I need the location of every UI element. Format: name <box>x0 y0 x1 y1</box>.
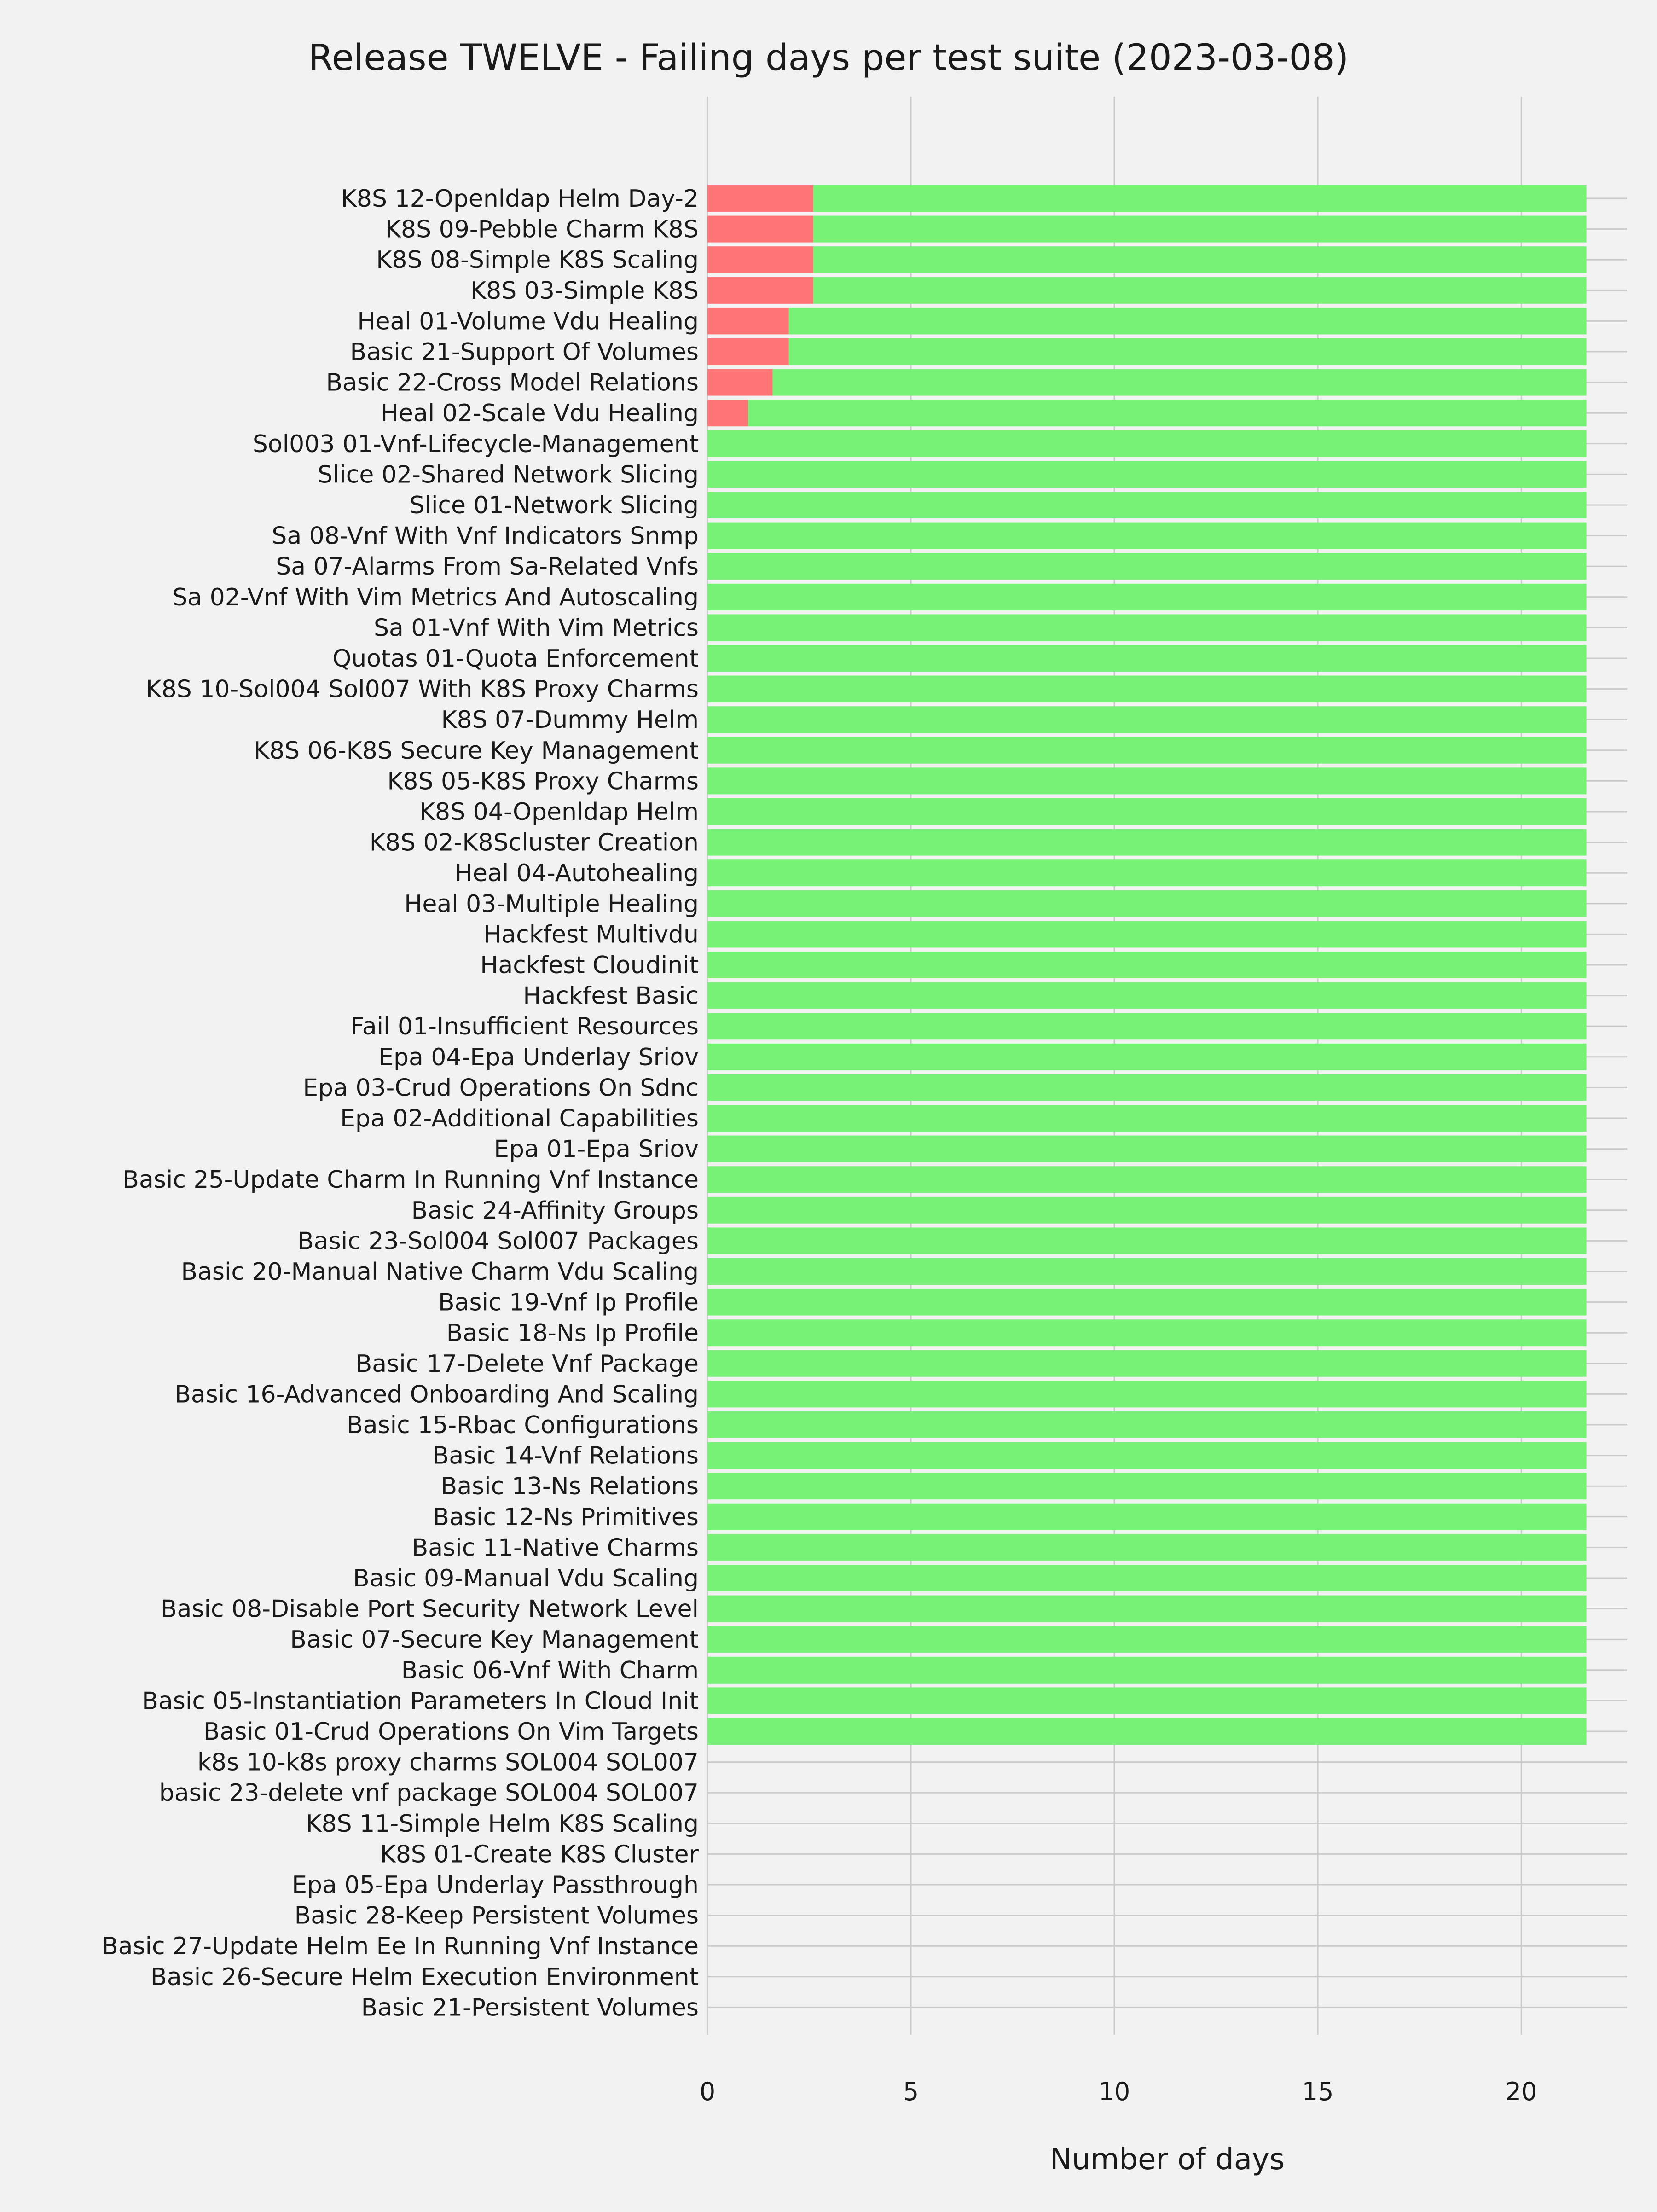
category-label: Basic 11-Native Charms <box>411 1534 699 1562</box>
bar-pass <box>707 737 1587 764</box>
category-label: Basic 17-Delete Vnf Package <box>355 1350 699 1378</box>
bar-pass <box>813 277 1587 304</box>
category-label: Basic 01-Crud Operations On Vim Targets <box>203 1718 699 1746</box>
bar-pass <box>707 553 1587 580</box>
category-label: K8S 01-Create K8S Cluster <box>380 1840 699 1869</box>
bar-fail <box>707 369 772 396</box>
bar-fail <box>707 246 813 273</box>
bar-pass <box>813 246 1587 273</box>
bar-pass <box>748 400 1586 426</box>
category-label: K8S 12-Openldap Helm Day-2 <box>341 185 699 213</box>
bar-pass <box>707 1718 1587 1745</box>
category-label: Epa 01-Epa Sriov <box>494 1135 699 1163</box>
bar-pass <box>707 1534 1587 1561</box>
bar-pass <box>707 1319 1587 1346</box>
bar-pass <box>789 308 1587 334</box>
category-label: Basic 22-Cross Model Relations <box>326 369 699 397</box>
bar-fail <box>707 338 789 365</box>
category-label: K8S 02-K8Scluster Creation <box>369 829 699 857</box>
category-label: Basic 09-Manual Vdu Scaling <box>353 1565 699 1592</box>
category-label: Sol003 01-Vnf-Lifecycle-Management <box>252 430 699 458</box>
category-label: basic 23-delete vnf package SOL004 SOL007 <box>159 1779 699 1807</box>
bar-pass <box>707 1350 1587 1377</box>
bar-pass <box>707 952 1587 978</box>
category-label: Sa 07-Alarms From Sa-Related Vnfs <box>276 553 699 581</box>
category-label: Basic 14-Vnf Relations <box>432 1442 699 1470</box>
bar-pass <box>707 1166 1587 1193</box>
bar-pass <box>707 1381 1587 1407</box>
category-label: Hackfest Basic <box>523 982 699 1010</box>
bar-pass <box>707 461 1587 488</box>
bar-fail <box>707 277 813 304</box>
x-tick-label: 15 <box>1302 2077 1334 2106</box>
bar-pass <box>707 1136 1587 1162</box>
bar-pass <box>707 767 1587 794</box>
bar-pass <box>707 890 1587 917</box>
category-label: Hackfest Cloudinit <box>480 952 699 979</box>
x-tick-label: 10 <box>1098 2077 1130 2106</box>
category-label: Heal 02-Scale Vdu Healing <box>380 400 699 428</box>
bar-pass <box>813 216 1587 243</box>
category-label: Basic 18-Ns Ip Profile <box>446 1319 699 1347</box>
category-label: Basic 24-Affinity Groups <box>411 1196 699 1225</box>
category-label: K8S 09-Pebble Charm K8S <box>385 215 699 244</box>
bar-pass <box>707 676 1587 702</box>
category-label: Epa 04-Epa Underlay Sriov <box>378 1043 699 1071</box>
category-label: Sa 01-Vnf With Vim Metrics <box>373 614 699 642</box>
bar-pass <box>707 1596 1587 1622</box>
category-label: k8s 10-k8s proxy charms SOL004 SOL007 <box>197 1748 699 1777</box>
category-label: Basic 21-Support Of Volumes <box>350 338 699 366</box>
category-label: Basic 19-Vnf Ip Profile <box>438 1289 699 1317</box>
bar-pass <box>789 338 1587 365</box>
bar-pass <box>707 614 1587 641</box>
category-label: Basic 08-Disable Port Security Network Level <box>160 1595 699 1623</box>
category-label: Sa 02-Vnf With Vim Metrics And Autoscaling <box>172 583 699 611</box>
bar-pass <box>707 1044 1587 1070</box>
bar-pass <box>707 1227 1587 1254</box>
category-label: Hackfest Multivdu <box>483 921 699 949</box>
bar-pass <box>707 706 1587 733</box>
category-label: Basic 12-Ns Primitives <box>433 1503 699 1531</box>
bar-pass <box>707 1074 1587 1101</box>
category-label: Basic 27-Update Helm Ee In Running Vnf Instance <box>101 1933 699 1961</box>
category-label: Slice 02-Shared Network Slicing <box>317 461 699 489</box>
category-label: Heal 04-Autohealing <box>454 859 699 888</box>
bar-pass <box>813 185 1587 212</box>
category-label: Basic 20-Manual Native Charm Vdu Scaling <box>181 1258 699 1286</box>
bar-pass <box>707 1473 1587 1499</box>
category-label: Basic 05-Instantiation Parameters In Cloud Init <box>142 1687 699 1715</box>
bar-fail <box>707 400 748 426</box>
bar-pass <box>707 1105 1587 1132</box>
bar-pass <box>707 1289 1587 1316</box>
bar-pass <box>707 1013 1587 1039</box>
category-label: Basic 23-Sol004 Sol007 Packages <box>297 1227 699 1255</box>
category-label: Epa 02-Additional Capabilities <box>340 1105 699 1132</box>
category-label: K8S 03-Simple K8S <box>470 277 699 305</box>
bar-pass <box>707 1504 1587 1530</box>
category-label: K8S 05-K8S Proxy Charms <box>387 767 699 795</box>
category-label: Basic 28-Keep Persistent Volumes <box>294 1902 699 1930</box>
category-label: Epa 05-Epa Underlay Passthrough <box>292 1871 699 1899</box>
bar-pass <box>707 1197 1587 1224</box>
category-label: K8S 06-K8S Secure Key Management <box>253 737 699 765</box>
category-label: Quotas 01-Quota Enforcement <box>332 645 699 673</box>
category-label: K8S 11-Simple Helm K8S Scaling <box>306 1810 699 1838</box>
bar-pass <box>707 921 1587 947</box>
bar-pass <box>707 1565 1587 1591</box>
bars-layer <box>707 185 1587 1745</box>
x-tick-label: 5 <box>903 2077 919 2106</box>
category-label: Slice 01-Network Slicing <box>409 492 699 519</box>
bar-pass <box>707 492 1587 518</box>
category-label: Basic 21-Persistent Volumes <box>361 1994 699 2022</box>
bar-fail <box>707 185 813 212</box>
bar-pass <box>707 1442 1587 1469</box>
category-label: K8S 10-Sol004 Sol007 With K8S Proxy Charms <box>145 675 699 703</box>
category-label: K8S 07-Dummy Helm <box>441 706 699 734</box>
category-label: Heal 03-Multiple Healing <box>404 890 699 918</box>
bar-pass <box>707 829 1587 856</box>
category-label: Epa 03-Crud Operations On Sdnc <box>303 1074 699 1102</box>
category-label: K8S 04-Openldap Helm <box>419 798 699 826</box>
bar-pass <box>707 645 1587 672</box>
chart-title: Release TWELVE - Failing days per test suite (2023-03-08) <box>308 37 1349 79</box>
bar-pass <box>707 1687 1587 1714</box>
bar-pass <box>707 1657 1587 1684</box>
category-label: Basic 16-Advanced Onboarding And Scaling <box>174 1381 699 1409</box>
category-label: Basic 26-Secure Helm Execution Environment <box>151 1963 699 1991</box>
bar-pass <box>707 1626 1587 1653</box>
bar-pass <box>707 1411 1587 1438</box>
category-label: Basic 13-Ns Relations <box>440 1473 699 1501</box>
bar-pass <box>707 430 1587 457</box>
x-tick-label: 0 <box>699 2077 716 2106</box>
category-label: Basic 25-Update Charm In Running Vnf Instance <box>122 1166 699 1194</box>
category-label: Fail 01-Insufficient Resources <box>350 1013 699 1041</box>
category-label: K8S 08-Simple K8S Scaling <box>376 246 699 274</box>
bar-pass <box>707 584 1587 610</box>
bar-pass <box>707 1258 1587 1285</box>
bar-fail <box>707 216 813 243</box>
bar-pass <box>707 859 1587 886</box>
bar-pass <box>772 369 1586 396</box>
category-label: Basic 15-Rbac Configurations <box>347 1411 699 1439</box>
x-tick-label: 20 <box>1505 2077 1537 2106</box>
bar-fail <box>707 308 789 334</box>
category-label: Sa 08-Vnf With Vnf Indicators Snmp <box>272 522 699 550</box>
bar-pass <box>707 523 1587 549</box>
category-label: Heal 01-Volume Vdu Healing <box>357 308 699 336</box>
bar-pass <box>707 798 1587 825</box>
x-axis-label: Number of days <box>1049 2142 1285 2177</box>
category-label: Basic 07-Secure Key Management <box>290 1626 699 1654</box>
bar-pass <box>707 982 1587 1009</box>
category-label: Basic 06-Vnf With Charm <box>401 1656 699 1684</box>
